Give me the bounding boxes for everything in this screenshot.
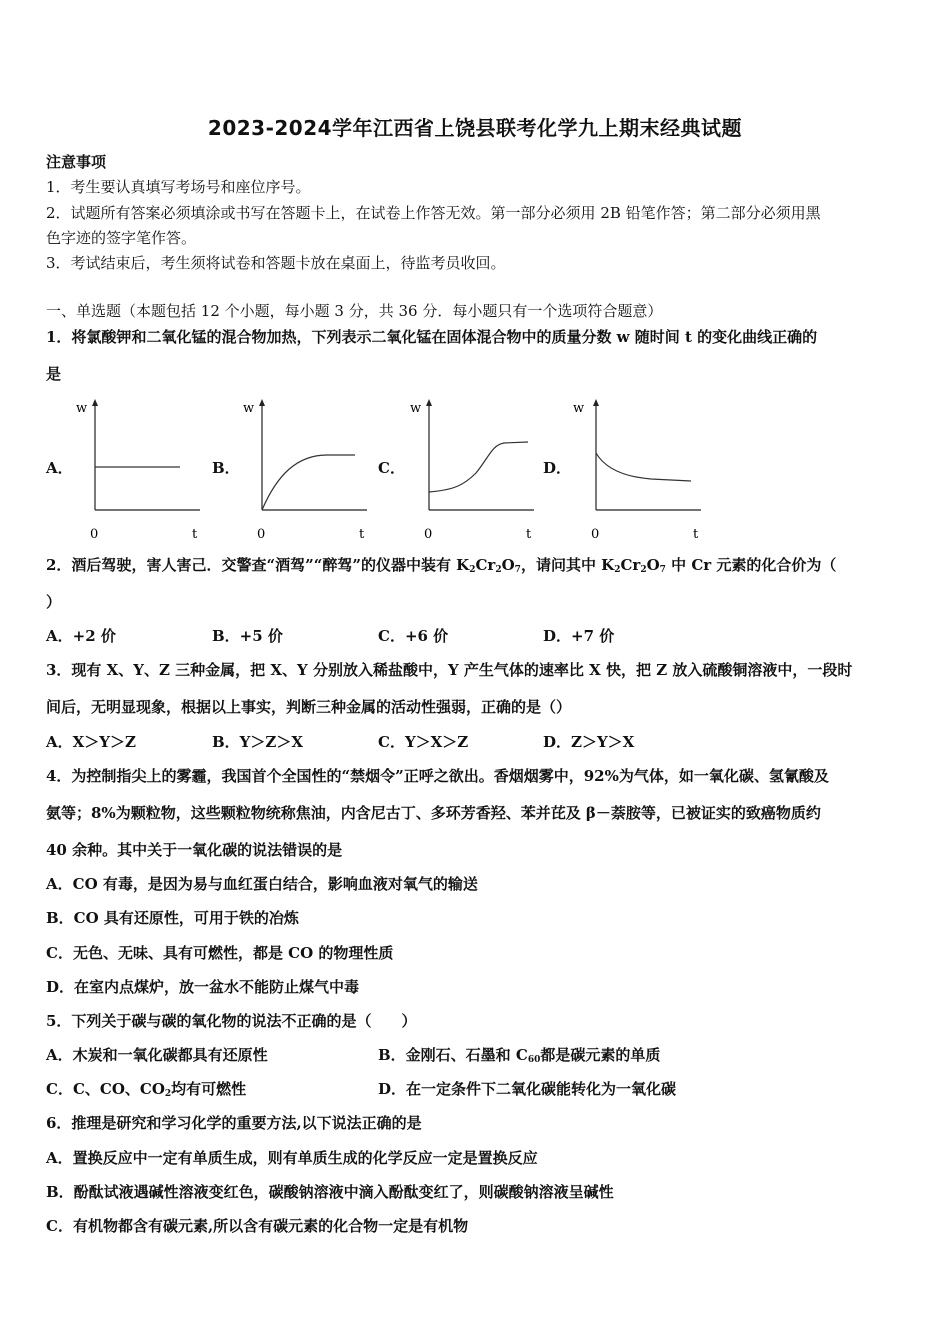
y-axis-arrow xyxy=(426,399,432,406)
q1-graph-a xyxy=(70,395,210,545)
question-2-stem: 2．酒后驾驶，害人害己．交警查“酒驾”“醉驾”的仪器中装有 $K_2Cr_2O_7$，请问其中 $K_2Cr_2O_7$ 中 Cr 元素的化合价为（ xyxy=(46,556,837,575)
q5-option-c: C．C、CO、$CO_2$均有可燃性 xyxy=(46,1080,247,1099)
x-axis-label: t xyxy=(526,527,532,542)
notice-heading: 注意事项 xyxy=(46,153,107,171)
question-4-stem-cont: 氨等；8%为颗粒物，这些颗粒物统称焦油，内含尼古丁、多环芳香羟、苯并芘及 β－萘胺等，已被证实的致癌物质约 xyxy=(46,804,821,822)
q1-option-a-label: A． xyxy=(46,459,73,477)
notice-item: 色字迹的签字笔作答。 xyxy=(46,229,197,247)
page-title: 2023-2024学年江西省上饶县联考化学九上期末经典试题 xyxy=(207,116,743,140)
origin-label: 0 xyxy=(90,527,99,542)
q6-option-c: C．有机物都含有碳元素,所以含有碳元素的化合物一定是有机物 xyxy=(46,1217,469,1235)
q6-option-a: A．置换反应中一定有单质生成，则有单质生成的化学反应一定是置换反应 xyxy=(46,1149,538,1167)
q4-option-c: C．无色、无味、具有可燃性，都是 CO 的物理性质 xyxy=(46,944,394,962)
y-axis-label: w xyxy=(76,401,88,416)
q3-option-d: D．Z＞Y＞X xyxy=(543,733,635,751)
q2-option-c: C．+6 价 xyxy=(378,627,449,645)
q1-option-b-label: B． xyxy=(212,459,240,477)
x-axis-label: t xyxy=(693,527,699,542)
q2-option-a: A．+2 价 xyxy=(46,627,116,645)
question-3-stem: 3．现有 X、Y、Z 三种金属，把 X、Y 分别放入稀盐酸中，Y 产生气体的速率比 X 快，把 Z 放入硫酸铜溶液中，一段时 xyxy=(46,661,853,679)
y-axis-arrow xyxy=(593,399,599,406)
origin-label: 0 xyxy=(424,527,433,542)
q4-option-d: D．在室内点煤炉，放一盆水不能防止煤气中毒 xyxy=(46,978,360,996)
q3-option-c: C．Y＞X＞Z xyxy=(378,733,469,751)
question-3-stem-cont: 间后，无明显现象，根据以上事实，判断三种金属的活动性强弱，正确的是（） xyxy=(46,698,572,716)
question-1-stem-cont: 是 xyxy=(46,365,62,383)
q5-option-d: D．在一定条件下二氧化碳能转化为一氧化碳 xyxy=(378,1080,677,1098)
notice-item: 3．考试结束后，考生须将试卷和答题卡放在桌面上，待监考员收回。 xyxy=(46,254,506,272)
curve-b xyxy=(262,455,355,510)
origin-label: 0 xyxy=(591,527,600,542)
y-axis-label: w xyxy=(573,401,585,416)
origin-label: 0 xyxy=(257,527,266,542)
section-heading: 一、单选题（本题包括 12 个小题，每小题 3 分，共 36 分．每小题只有一个选项符合题意） xyxy=(46,302,663,320)
y-axis-label: w xyxy=(243,401,255,416)
question-6-stem: 6．推理是研究和学习化学的重要方法,以下说法正确的是 xyxy=(46,1114,422,1132)
y-axis-arrow xyxy=(92,399,98,406)
q4-option-a: A．CO 有毒，是因为易与血红蛋白结合，影响血液对氧气的输送 xyxy=(46,875,478,893)
notice-item: 2．试题所有答案必须填涂或书写在答题卡上，在试卷上作答无效。第一部分必须用 2B 铅笔作答；第二部分必须用黑 xyxy=(46,204,821,222)
question-2-stem-cont: ） xyxy=(46,593,62,611)
notice-item: 1．考生要认真填写考场号和座位序号。 xyxy=(46,178,311,196)
q1-graph-b xyxy=(237,395,377,545)
curve-c xyxy=(429,442,528,492)
question-1-stem: 1．将氯酸钾和二氧化锰的混合物加热，下列表示二氧化锰在固体混合物中的质量分数 w 随时间 t 的变化曲线正确的 xyxy=(46,328,818,346)
question-4-stem: 4．为控制指尖上的雾霾，我国首个全国性的“禁烟令”正呼之欲出。香烟烟雾中，92%为气体，如一氧化碳、氢氰酸及 xyxy=(46,767,829,785)
x-axis-label: t xyxy=(192,527,198,542)
x-axis-label: t xyxy=(359,527,365,542)
question-4-stem-cont: 40 余种。其中关于一氧化碳的说法错误的是 xyxy=(46,841,343,859)
q1-graph-d xyxy=(571,395,711,545)
q2-option-d: D．+7 价 xyxy=(543,627,615,645)
q1-option-c-label: C． xyxy=(378,459,405,477)
q1-graph-c xyxy=(404,395,544,545)
y-axis-arrow xyxy=(259,399,265,406)
y-axis-label: w xyxy=(410,401,422,416)
q3-option-b: B．Y＞Z＞X xyxy=(212,733,303,751)
question-5-stem: 5．下列关于碳与碳的氧化物的说法不正确的是（ ） xyxy=(46,1012,417,1030)
q2-option-b: B．+5 价 xyxy=(212,627,283,645)
q5-option-a: A．木炭和一氧化碳都具有还原性 xyxy=(46,1046,268,1064)
q1-option-d-label: D． xyxy=(543,459,572,477)
q5-option-b: B．金刚石、石墨和 $C_{60}$都是碳元素的单质 xyxy=(378,1046,661,1065)
q3-option-a: A．X＞Y＞Z xyxy=(46,733,136,751)
q4-option-b: B．CO 具有还原性，可用于铁的冶炼 xyxy=(46,909,299,927)
q6-option-b: B．酚酞试液遇碱性溶液变红色，碳酸钠溶液中滴入酚酞变红了，则碳酸钠溶液呈碱性 xyxy=(46,1183,614,1201)
curve-d xyxy=(596,453,691,481)
